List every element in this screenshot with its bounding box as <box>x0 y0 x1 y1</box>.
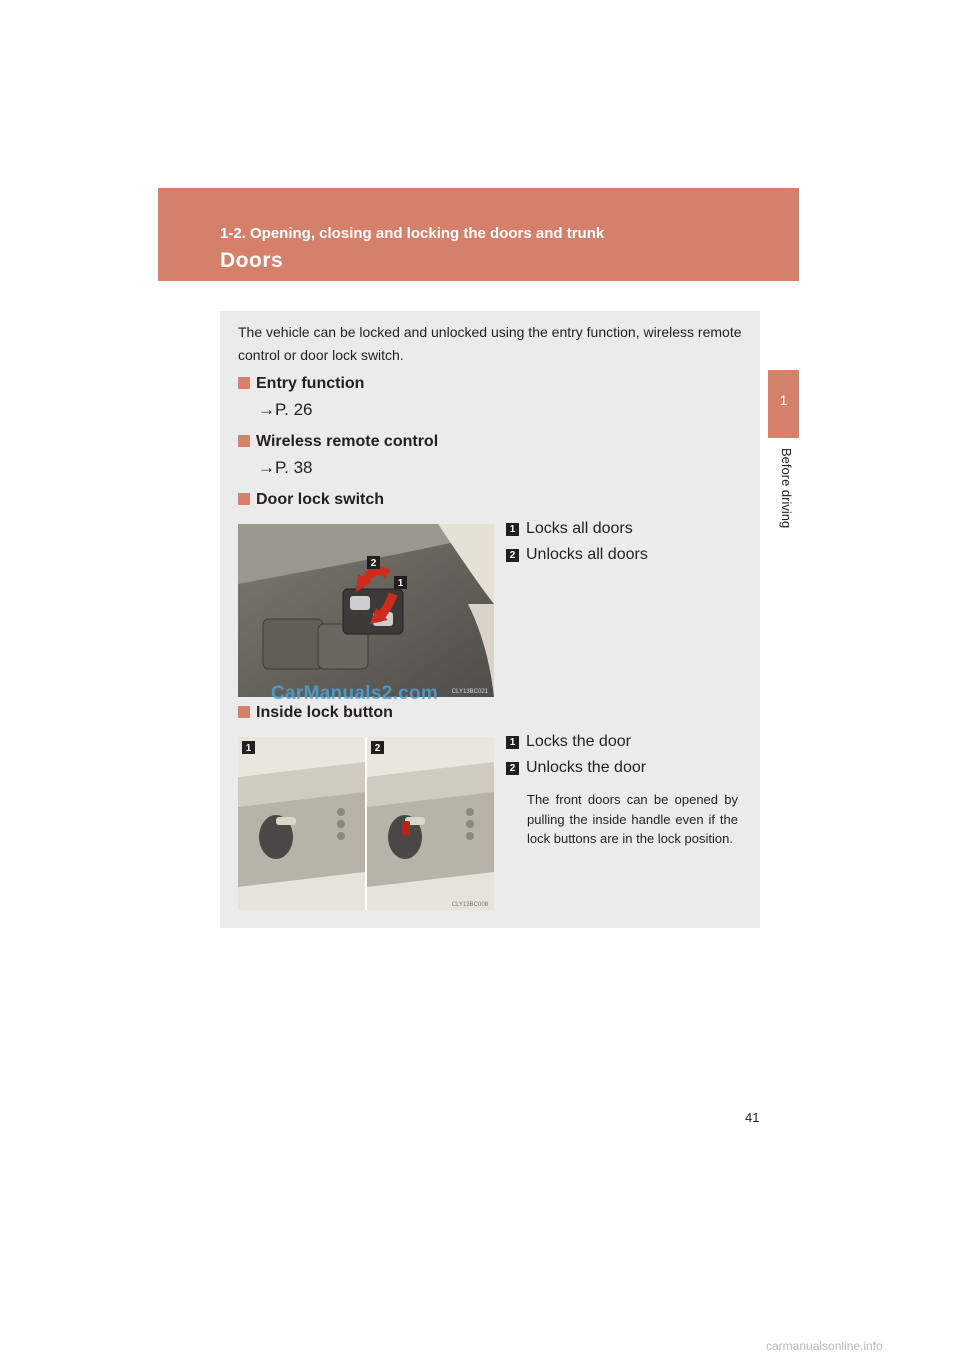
chapter-label: Before driving <box>779 448 794 529</box>
svg-text:1: 1 <box>397 578 404 589</box>
intro-text: The vehicle can be locked and unlocked using the entry function, wireless remote control or door lock switch. <box>238 324 742 363</box>
page-reference-link[interactable]: →P. 38 <box>258 458 313 477</box>
door-lock-switch-photo <box>238 524 494 697</box>
square-bullet-icon <box>238 435 250 447</box>
section-label: 1-2. Opening, closing and locking the doors and trunk <box>220 225 605 242</box>
list-item: 1 Locks all doors <box>506 520 633 538</box>
heading-entry-function: Entry function <box>238 375 364 393</box>
step-number-badge: 1 <box>506 736 519 749</box>
content-panel <box>220 311 760 928</box>
list-item: 1 Locks the door <box>506 733 631 751</box>
page-title: Doors <box>220 249 284 272</box>
square-bullet-icon <box>238 706 250 718</box>
chapter-number: 1 <box>779 392 788 408</box>
list-item: 2 Unlocks the door <box>506 759 646 777</box>
inside-lock-button-illustration <box>238 737 494 910</box>
svg-text:1: 1 <box>245 743 252 754</box>
list-item: 2 Unlocks all doors <box>506 546 648 564</box>
heading-door-lock-switch: Door lock switch <box>238 491 384 509</box>
photo-code: CLY13BC021 <box>451 689 488 695</box>
footer-watermark: carmanualsonline.info <box>766 1339 883 1353</box>
page-number: 41 <box>745 1110 760 1125</box>
note-text: The front doors can be opened by pulling the inside handle even if the lock buttons are in the lock position. <box>527 792 738 846</box>
watermark: CarManuals2.com <box>271 683 439 704</box>
photo-code: CLY13BC008 <box>451 902 488 908</box>
svg-text:2: 2 <box>370 558 377 569</box>
step-number-badge: 2 <box>506 762 519 775</box>
page-reference-link[interactable]: →P. 26 <box>258 400 313 419</box>
door-lock-switch-illustration <box>238 524 494 697</box>
step-number-badge: 2 <box>506 549 519 562</box>
svg-text:2: 2 <box>374 743 381 754</box>
heading-inside-lock-button: Inside lock button <box>238 704 393 722</box>
header-band <box>158 188 799 281</box>
square-bullet-icon <box>238 493 250 505</box>
chapter-tab[interactable] <box>768 370 799 438</box>
square-bullet-icon <box>238 377 250 389</box>
step-number-badge: 1 <box>506 523 519 536</box>
heading-wireless-remote: Wireless remote control <box>238 433 438 451</box>
inside-lock-button-photo <box>238 737 494 910</box>
